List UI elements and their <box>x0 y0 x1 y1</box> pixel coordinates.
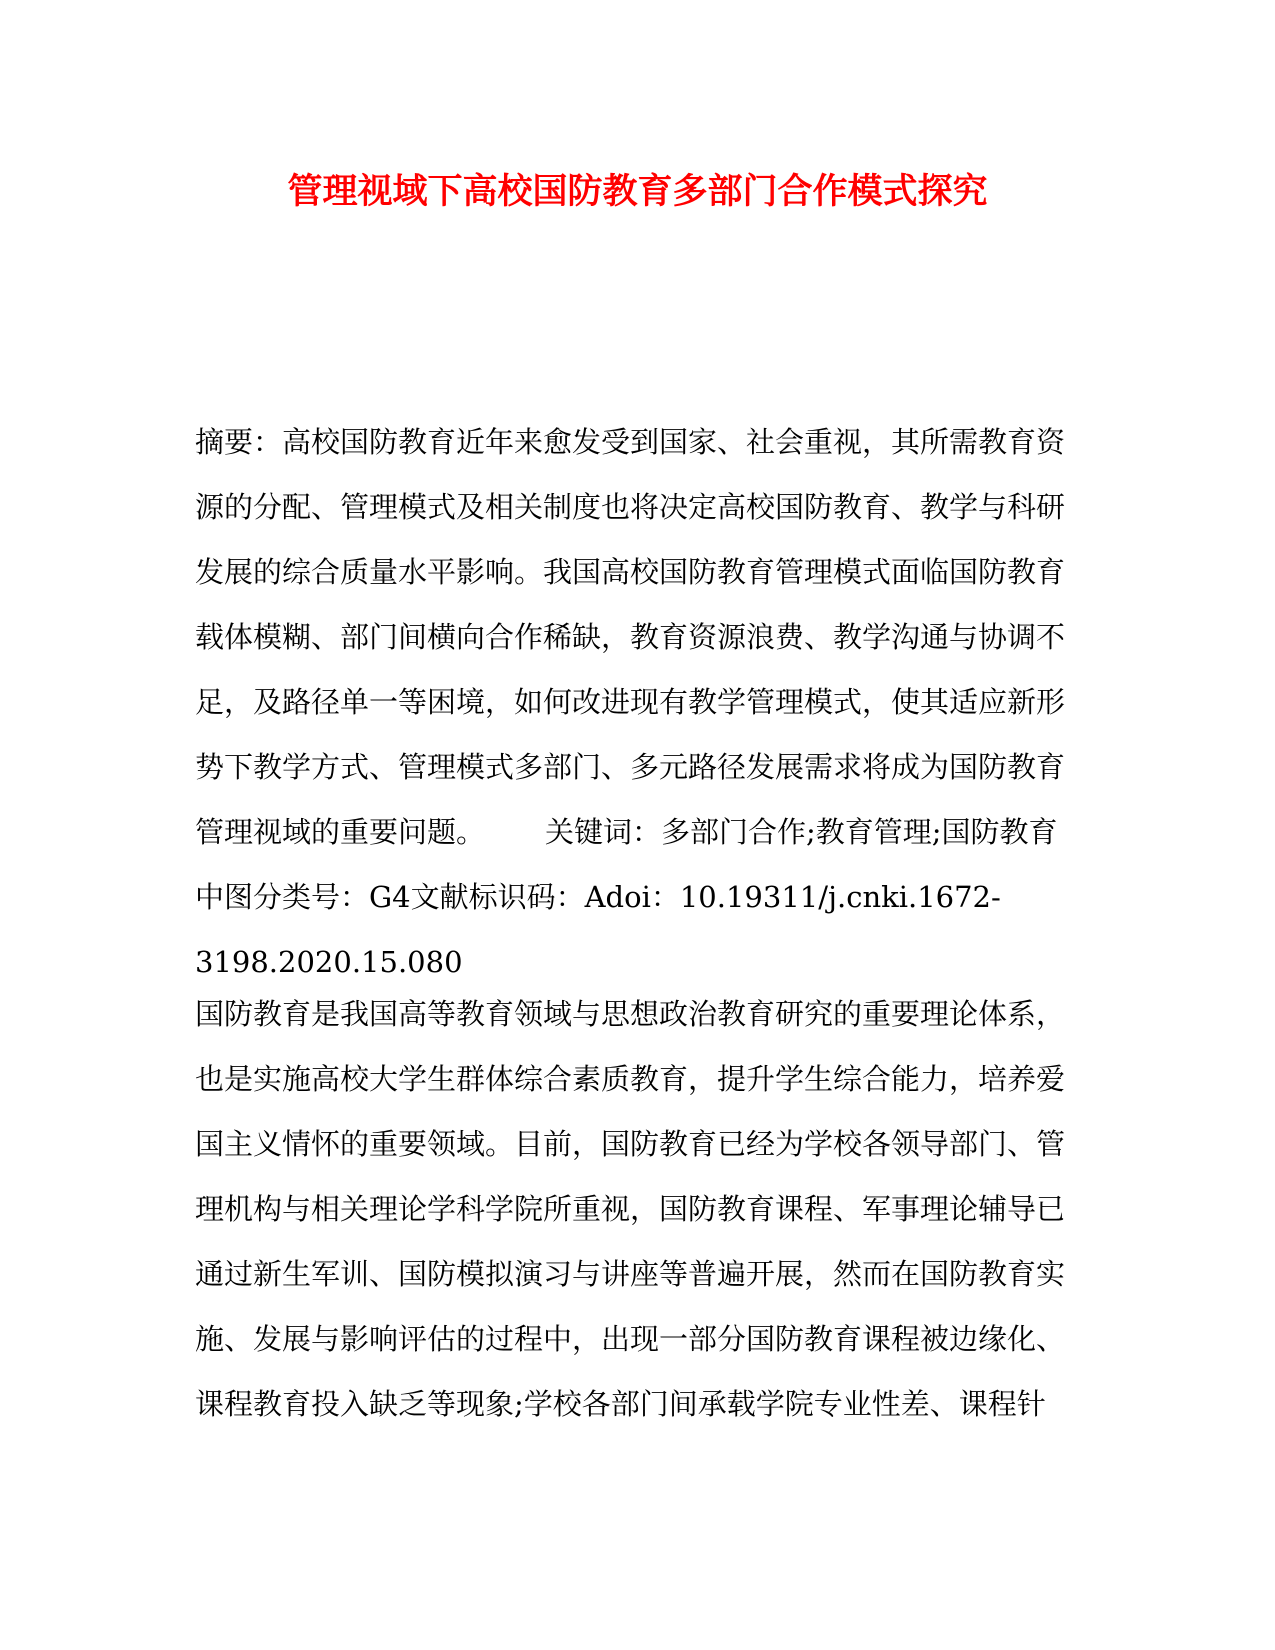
body-line: 通过新生军训、国防模拟演习与讲座等普遍开展，然而在国防教育实 <box>195 1257 1066 1291</box>
abstract-last-line: 管理视域的重要问题。 <box>195 815 486 849</box>
abstract-section <box>195 410 1075 995</box>
abstract-keywords-line <box>195 800 1075 865</box>
abstract-line: 载体模糊、部门间横向合作稀缺，教育资源浪费、教学沟通与协调不 <box>195 620 1066 654</box>
document-title: 管理视域下高校国防教育多部门合作模式探究 <box>287 171 988 212</box>
body-line: 国主义情怀的重要领域。目前，国防教育已经为学校各领导部门、管 <box>195 1127 1066 1161</box>
body-section <box>195 982 1075 1437</box>
body-line: 理机构与相关理论学科学院所重视，国防教育课程、军事理论辅导已 <box>195 1192 1066 1226</box>
abstract-line: 发展的综合质量水平影响。我国高校国防教育管理模式面临国防教育 <box>195 555 1066 589</box>
body-line: 施、发展与影响评估的过程中，出现一部分国防教育课程被边缘化、 <box>195 1322 1066 1356</box>
abstract-line: 摘要：高校国防教育近年来愈发受到国家、社会重视，其所需教育资 <box>195 425 1066 459</box>
abstract-line: 源的分配、管理模式及相关制度也将决定高校国防教育、教学与科研 <box>195 490 1066 524</box>
abstract-line: 足，及路径单一等困境，如何改进现有教学管理模式，使其适应新形 <box>195 685 1066 719</box>
classification-line: 中图分类号：G4文献标识码：Adoi：10.19311/j.cnki.1672- <box>195 880 1001 914</box>
abstract-line: 势下教学方式、管理模式多部门、多元路径发展需求将成为国防教育 <box>195 750 1066 784</box>
body-line: 国防教育是我国高等教育领域与思想政治教育研究的重要理论体系， <box>195 997 1066 1031</box>
body-line: 课程教育投入缺乏等现象;学校各部门间承载学院专业性差、课程针 <box>195 1387 1046 1421</box>
body-line: 也是实施高校大学生群体综合素质教育，提升学生综合能力，培养爱 <box>195 1062 1066 1096</box>
keywords: 关键词：多部门合作;教育管理;国防教育 <box>545 815 1058 849</box>
doi-line: 3198.2020.15.080 <box>195 945 463 979</box>
